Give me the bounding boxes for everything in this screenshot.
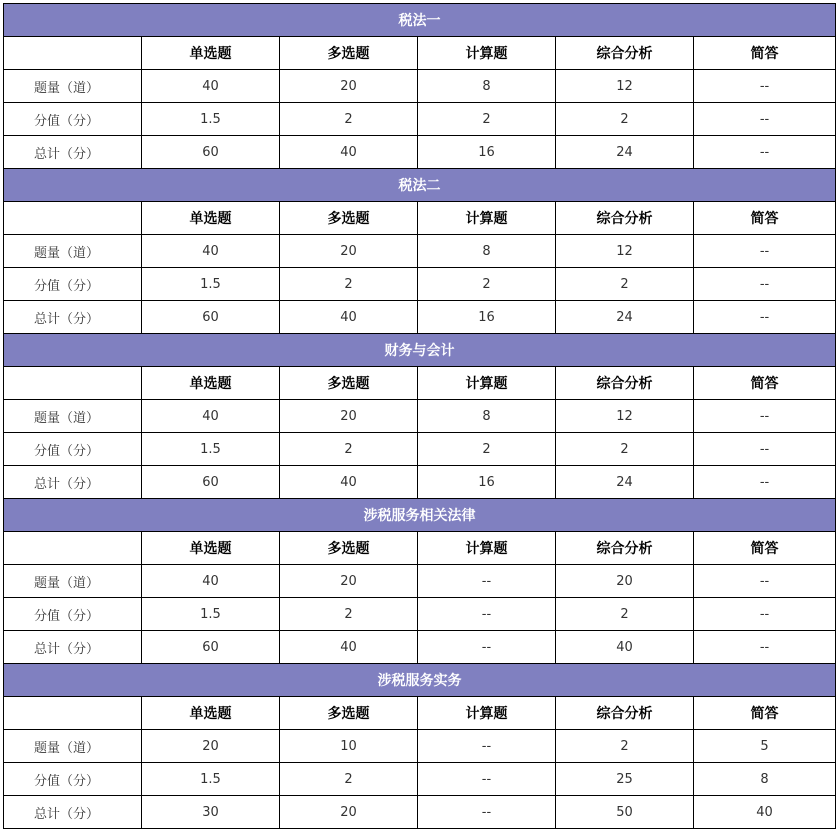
cell-comprehensive-analysis: 2 <box>556 730 694 763</box>
cell-short-answer: -- <box>694 103 836 136</box>
section-title-row <box>4 169 836 202</box>
column-header-multiple-choice: 多选题 <box>280 37 418 70</box>
row-label: 题量（道） <box>4 70 142 103</box>
cell-calculation: 2 <box>418 433 556 466</box>
section-title-row <box>4 499 836 532</box>
total-score-row <box>4 796 836 829</box>
total-score-row <box>4 301 836 334</box>
header-blank-cell <box>4 532 142 565</box>
column-header-calculation: 计算题 <box>418 532 556 565</box>
cell-multiple-choice: 10 <box>280 730 418 763</box>
total-score-row <box>4 466 836 499</box>
cell-single-choice: 40 <box>142 400 280 433</box>
cell-short-answer: -- <box>694 565 836 598</box>
cell-calculation: 8 <box>418 70 556 103</box>
column-header-row <box>4 202 836 235</box>
column-header-single-choice: 单选题 <box>142 37 280 70</box>
row-label: 分值（分） <box>4 763 142 796</box>
cell-calculation: 2 <box>418 268 556 301</box>
cell-short-answer: -- <box>694 235 836 268</box>
row-label: 题量（道） <box>4 730 142 763</box>
cell-short-answer: -- <box>694 598 836 631</box>
cell-comprehensive-analysis: 24 <box>556 301 694 334</box>
column-header-single-choice: 单选题 <box>142 202 280 235</box>
cell-single-choice: 40 <box>142 70 280 103</box>
column-header-calculation: 计算题 <box>418 697 556 730</box>
row-label: 题量（道） <box>4 565 142 598</box>
cell-comprehensive-analysis: 24 <box>556 466 694 499</box>
cell-short-answer: -- <box>694 136 836 169</box>
cell-comprehensive-analysis: 50 <box>556 796 694 829</box>
question-count-row <box>4 70 836 103</box>
score-per-question-row <box>4 103 836 136</box>
section-title: 涉税服务相关法律 <box>4 499 836 532</box>
column-header-multiple-choice: 多选题 <box>280 202 418 235</box>
cell-comprehensive-analysis: 2 <box>556 103 694 136</box>
column-header-calculation: 计算题 <box>418 367 556 400</box>
cell-single-choice: 1.5 <box>142 433 280 466</box>
section-title: 涉税服务实务 <box>4 664 836 697</box>
question-count-row <box>4 730 836 763</box>
cell-single-choice: 40 <box>142 235 280 268</box>
row-label: 总计（分） <box>4 301 142 334</box>
cell-multiple-choice: 2 <box>280 433 418 466</box>
row-label: 总计（分） <box>4 631 142 664</box>
cell-calculation: 16 <box>418 301 556 334</box>
cell-multiple-choice: 40 <box>280 466 418 499</box>
row-label: 总计（分） <box>4 466 142 499</box>
cell-calculation: -- <box>418 730 556 763</box>
total-score-row <box>4 631 836 664</box>
cell-short-answer: -- <box>694 268 836 301</box>
cell-comprehensive-analysis: 2 <box>556 433 694 466</box>
row-label: 分值（分） <box>4 598 142 631</box>
cell-comprehensive-analysis: 2 <box>556 598 694 631</box>
column-header-comprehensive-analysis: 综合分析 <box>556 202 694 235</box>
cell-multiple-choice: 20 <box>280 400 418 433</box>
cell-short-answer: -- <box>694 70 836 103</box>
section-title-row <box>4 334 836 367</box>
cell-comprehensive-analysis: 12 <box>556 400 694 433</box>
row-label: 分值（分） <box>4 433 142 466</box>
question-count-row <box>4 235 836 268</box>
cell-multiple-choice: 40 <box>280 301 418 334</box>
cell-short-answer: -- <box>694 433 836 466</box>
cell-multiple-choice: 2 <box>280 598 418 631</box>
cell-calculation: 8 <box>418 235 556 268</box>
cell-calculation: -- <box>418 763 556 796</box>
cell-short-answer: -- <box>694 400 836 433</box>
score-per-question-row <box>4 598 836 631</box>
cell-calculation: 2 <box>418 103 556 136</box>
column-header-comprehensive-analysis: 综合分析 <box>556 532 694 565</box>
cell-single-choice: 60 <box>142 466 280 499</box>
column-header-comprehensive-analysis: 综合分析 <box>556 697 694 730</box>
cell-multiple-choice: 20 <box>280 565 418 598</box>
cell-calculation: -- <box>418 565 556 598</box>
column-header-single-choice: 单选题 <box>142 532 280 565</box>
section-title-row <box>4 664 836 697</box>
cell-calculation: 8 <box>418 400 556 433</box>
row-label: 分值（分） <box>4 268 142 301</box>
row-label: 分值（分） <box>4 103 142 136</box>
cell-comprehensive-analysis: 40 <box>556 631 694 664</box>
header-blank-cell <box>4 367 142 400</box>
cell-short-answer: -- <box>694 631 836 664</box>
cell-single-choice: 60 <box>142 301 280 334</box>
cell-single-choice: 60 <box>142 631 280 664</box>
cell-comprehensive-analysis: 24 <box>556 136 694 169</box>
column-header-multiple-choice: 多选题 <box>280 367 418 400</box>
total-score-row <box>4 136 836 169</box>
cell-short-answer: -- <box>694 301 836 334</box>
cell-calculation: -- <box>418 631 556 664</box>
column-header-row <box>4 532 836 565</box>
score-per-question-row <box>4 433 836 466</box>
question-count-row <box>4 400 836 433</box>
section-title-row <box>4 4 836 37</box>
exam-score-table-container <box>3 3 835 829</box>
cell-multiple-choice: 2 <box>280 103 418 136</box>
cell-single-choice: 60 <box>142 136 280 169</box>
header-blank-cell <box>4 202 142 235</box>
header-blank-cell <box>4 697 142 730</box>
cell-calculation: -- <box>418 796 556 829</box>
cell-multiple-choice: 20 <box>280 70 418 103</box>
cell-multiple-choice: 2 <box>280 763 418 796</box>
column-header-calculation: 计算题 <box>418 37 556 70</box>
cell-single-choice: 40 <box>142 565 280 598</box>
cell-single-choice: 1.5 <box>142 268 280 301</box>
question-count-row <box>4 565 836 598</box>
cell-single-choice: 1.5 <box>142 103 280 136</box>
column-header-row <box>4 37 836 70</box>
score-per-question-row <box>4 268 836 301</box>
column-header-comprehensive-analysis: 综合分析 <box>556 37 694 70</box>
section-title: 财务与会计 <box>4 334 836 367</box>
cell-comprehensive-analysis: 25 <box>556 763 694 796</box>
section-title: 税法一 <box>4 4 836 37</box>
column-header-row <box>4 367 836 400</box>
score-per-question-row <box>4 763 836 796</box>
column-header-short-answer: 简答 <box>694 37 836 70</box>
cell-single-choice: 30 <box>142 796 280 829</box>
cell-multiple-choice: 40 <box>280 136 418 169</box>
cell-comprehensive-analysis: 2 <box>556 268 694 301</box>
column-header-short-answer: 简答 <box>694 697 836 730</box>
cell-comprehensive-analysis: 12 <box>556 235 694 268</box>
cell-short-answer: 8 <box>694 763 836 796</box>
cell-comprehensive-analysis: 12 <box>556 70 694 103</box>
column-header-row <box>4 697 836 730</box>
column-header-multiple-choice: 多选题 <box>280 532 418 565</box>
column-header-short-answer: 简答 <box>694 532 836 565</box>
row-label: 总计（分） <box>4 136 142 169</box>
cell-multiple-choice: 20 <box>280 796 418 829</box>
cell-calculation: 16 <box>418 136 556 169</box>
cell-multiple-choice: 40 <box>280 631 418 664</box>
cell-multiple-choice: 2 <box>280 268 418 301</box>
header-blank-cell <box>4 37 142 70</box>
column-header-single-choice: 单选题 <box>142 697 280 730</box>
cell-single-choice: 1.5 <box>142 763 280 796</box>
cell-multiple-choice: 20 <box>280 235 418 268</box>
cell-short-answer: 5 <box>694 730 836 763</box>
cell-calculation: 16 <box>418 466 556 499</box>
column-header-short-answer: 简答 <box>694 367 836 400</box>
section-title: 税法二 <box>4 169 836 202</box>
row-label: 题量（道） <box>4 235 142 268</box>
cell-single-choice: 20 <box>142 730 280 763</box>
column-header-multiple-choice: 多选题 <box>280 697 418 730</box>
row-label: 总计（分） <box>4 796 142 829</box>
cell-short-answer: 40 <box>694 796 836 829</box>
exam-score-table <box>3 3 836 829</box>
cell-short-answer: -- <box>694 466 836 499</box>
exam-score-table-body <box>4 4 836 829</box>
column-header-short-answer: 简答 <box>694 202 836 235</box>
row-label: 题量（道） <box>4 400 142 433</box>
cell-comprehensive-analysis: 20 <box>556 565 694 598</box>
column-header-calculation: 计算题 <box>418 202 556 235</box>
cell-calculation: -- <box>418 598 556 631</box>
column-header-single-choice: 单选题 <box>142 367 280 400</box>
cell-single-choice: 1.5 <box>142 598 280 631</box>
column-header-comprehensive-analysis: 综合分析 <box>556 367 694 400</box>
